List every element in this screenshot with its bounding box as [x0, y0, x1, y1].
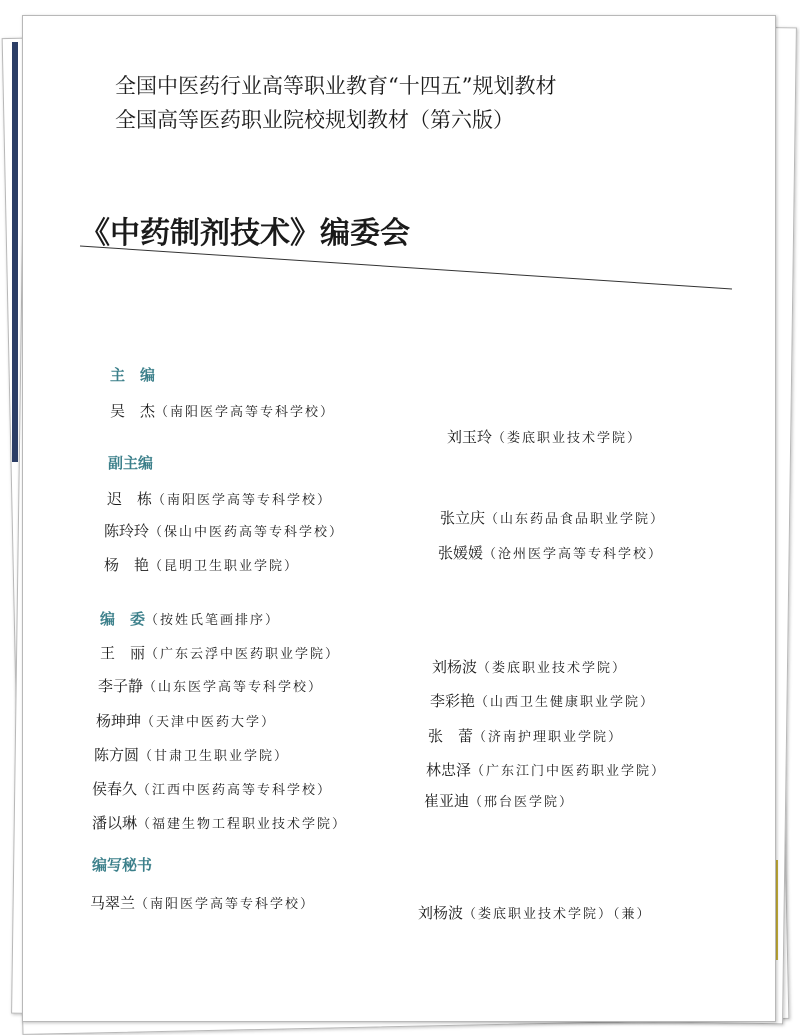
member-affiliation: （山东医学高等专科学校） — [143, 680, 324, 695]
member-name: 刘玉玲 — [447, 428, 493, 446]
member-name: 杨珅珅 — [96, 712, 142, 730]
member-name: 张媛媛 — [438, 544, 484, 562]
member-entry — [104, 554, 299, 575]
member-entry — [424, 790, 574, 811]
member-affiliation: （广东江门中医药职业学院） — [471, 764, 667, 779]
member-affiliation: （娄底职业技术学院） — [477, 661, 628, 676]
member-entry — [110, 400, 335, 421]
member-entry — [107, 488, 332, 509]
member-name: 张 蕾 — [428, 727, 474, 745]
member-name: 陈方圆 — [94, 746, 140, 764]
member-affiliation: （福建生物工程职业技术学院） — [137, 817, 348, 832]
member-affiliation: （广东云浮中医药职业学院） — [145, 647, 341, 662]
member-affiliation: （南阳医学高等专科学校） — [135, 897, 316, 912]
member-affiliation: （江西中医药高等专科学校） — [137, 783, 333, 798]
member-entry — [92, 778, 332, 799]
member-name: 马翠兰 — [90, 894, 136, 912]
member-entry — [418, 902, 652, 923]
section-label-deputy: 副主编 — [108, 454, 154, 472]
member-affiliation: （济南护理职业学院） — [473, 730, 624, 745]
member-entry — [100, 642, 340, 663]
member-name: 侯春久 — [92, 780, 138, 798]
member-affiliation: （南阳医学高等专科学校） — [152, 493, 333, 508]
series-title-1: 全国中医药行业高等职业教育“十四五”规划教材 — [115, 74, 557, 98]
member-affiliation: （山东药品食品职业学院） — [485, 512, 666, 527]
member-entry — [426, 759, 666, 780]
member-entry — [94, 744, 289, 765]
member-entry — [430, 690, 655, 711]
member-name: 吴 杰 — [110, 402, 156, 420]
page-title: 《中药制剂技术》编委会 — [80, 216, 410, 251]
member-entry — [428, 725, 623, 746]
member-name: 王 丽 — [100, 644, 146, 662]
member-entry — [447, 426, 642, 447]
member-name: 潘以琳 — [92, 814, 138, 832]
member-name: 林忠泽 — [426, 761, 472, 779]
member-affiliation: （保山中医药高等专科学校） — [149, 525, 345, 540]
member-entry — [98, 675, 323, 696]
member-affiliation: （天津中医药大学） — [141, 715, 277, 730]
member-entry — [92, 812, 347, 833]
member-name: 刘杨波 — [432, 658, 478, 676]
member-name: 崔亚迪 — [424, 792, 470, 810]
section-label-secretary: 编写秘书 — [92, 856, 153, 874]
member-entry — [438, 542, 663, 563]
member-name: 陈玲玲 — [104, 522, 150, 540]
member-affiliation: （邢台医学院） — [469, 795, 575, 810]
series-title-2: 全国高等医药职业院校规划教材（第六版） — [115, 108, 514, 132]
member-affiliation: （山西卫生健康职业学院） — [475, 695, 656, 710]
member-entry — [440, 507, 665, 528]
member-affiliation: （昆明卫生职业学院） — [149, 559, 300, 574]
member-name: 李子静 — [98, 677, 144, 695]
member-affiliation: （娄底职业技术学院）（兼） — [463, 907, 652, 922]
member-entry — [90, 892, 315, 913]
member-name: 张立庆 — [440, 509, 486, 527]
editors-order-note: （按姓氏笔画排序） — [145, 613, 281, 628]
member-affiliation: （沧州医学高等专科学校） — [483, 547, 664, 562]
member-entry — [96, 710, 276, 731]
member-affiliation: （甘肃卫生职业学院） — [139, 749, 290, 764]
member-name: 刘杨波 — [418, 904, 464, 922]
member-name: 李彩艳 — [430, 692, 476, 710]
member-affiliation: （南阳医学高等专科学校） — [155, 405, 336, 420]
member-affiliation: （娄底职业技术学院） — [492, 431, 643, 446]
section-label-chief: 主 编 — [110, 366, 156, 384]
section-label-editors: 编 委（按姓氏笔画排序） — [100, 610, 281, 628]
member-name: 杨 艳 — [104, 556, 150, 574]
member-entry — [104, 520, 344, 541]
member-name: 迟 栋 — [107, 490, 153, 508]
member-entry — [432, 656, 627, 677]
